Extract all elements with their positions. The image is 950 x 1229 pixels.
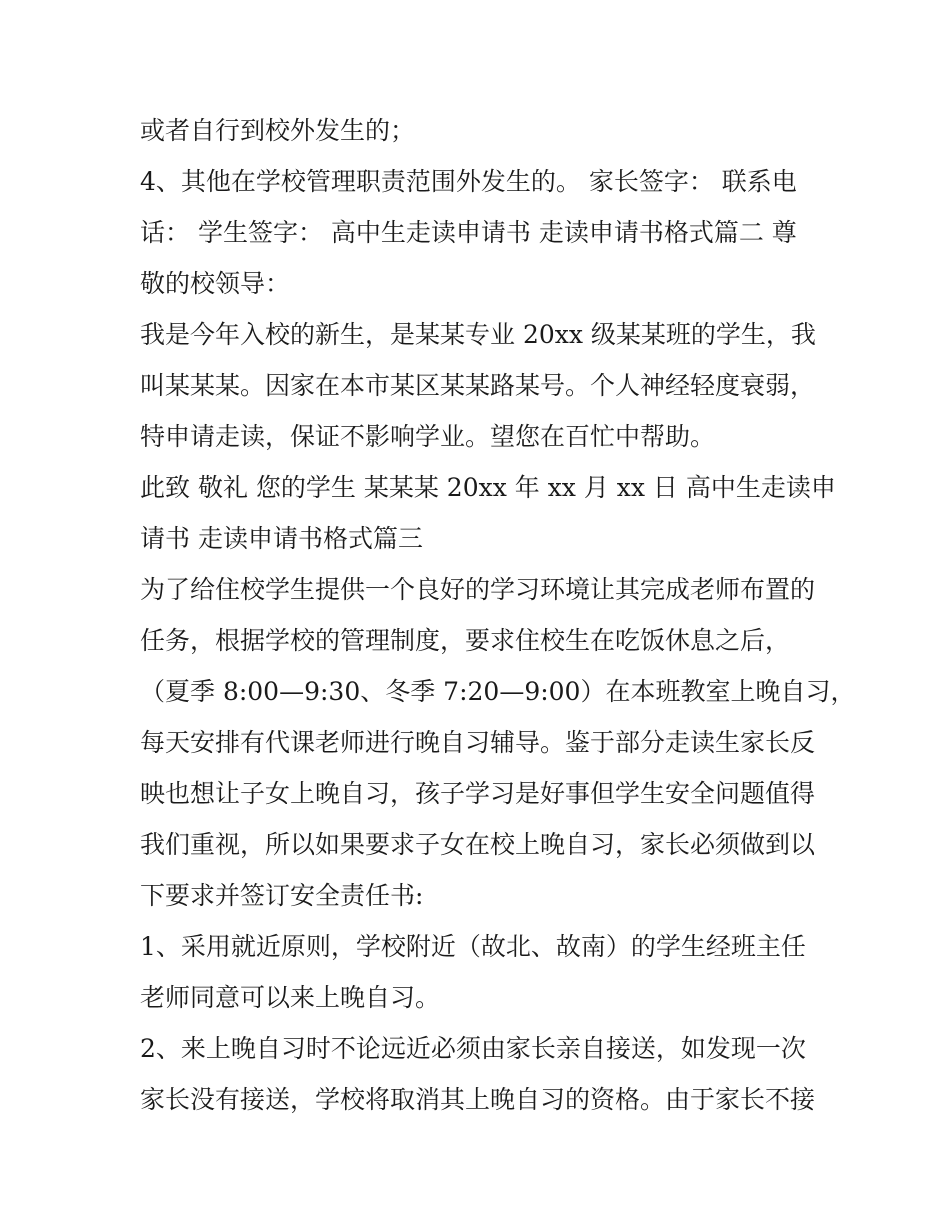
text-line: 特申请走读，保证不影响学业。望您在百忙中帮助。 <box>140 422 716 451</box>
text-line: 我们重视，所以如果要求子女在校上晚自习，家长必须做到以 <box>140 830 816 859</box>
text-line: 敬的校领导： <box>140 269 291 298</box>
text-line: 任务，根据学校的管理制度，要求住校生在吃饭休息之后， <box>140 626 791 655</box>
text-line: 1、采用就近原则，学校附近（故北、故南）的学生经班主任 <box>140 932 806 961</box>
text-line: 我是今年入校的新生，是某某专业 20xx 级某某班的学生，我 <box>140 320 816 349</box>
text-line: 映也想让子女上晚自习，孩子学习是好事但学生安全问题值得 <box>140 779 816 808</box>
text-line: 请书 走读申请书格式篇三 <box>140 524 423 553</box>
text-line: 下要求并签订安全责任书: <box>140 881 424 910</box>
text-line: 老师同意可以来上晚自习。 <box>140 983 441 1012</box>
text-line: 话： 学生签字： 高中生走读申请书 走读申请书格式篇二 尊 <box>140 218 797 247</box>
text-line: 为了给住校学生提供一个良好的学习环境让其完成老师布置的 <box>140 575 816 604</box>
text-line: 叫某某某。因家在本市某区某某路某号。个人神经轻度衰弱， <box>140 371 816 400</box>
text-line: 每天安排有代课老师进行晚自习辅导。鉴于部分走读生家长反 <box>140 728 816 757</box>
text-line: 2、来上晚自习时不论远近必须由家长亲自接送，如发现一次 <box>140 1034 806 1063</box>
text-line: 4、其他在学校管理职责范围外发生的。 家长签字： 联系电 <box>140 167 797 196</box>
text-line: 家长没有接送，学校将取消其上晚自习的资格。由于家长不接 <box>140 1085 816 1114</box>
text-line: （夏季 8:00—9:30、冬季 7:20—9:00）在本班教室上晚自习， <box>140 677 856 706</box>
text-line: 或者自行到校外发生的； <box>140 116 416 145</box>
text-line: 此致 敬礼 您的学生 某某某 20xx 年 xx 月 xx 日 高中生走读申 <box>140 473 836 502</box>
document-body <box>140 105 856 1125</box>
